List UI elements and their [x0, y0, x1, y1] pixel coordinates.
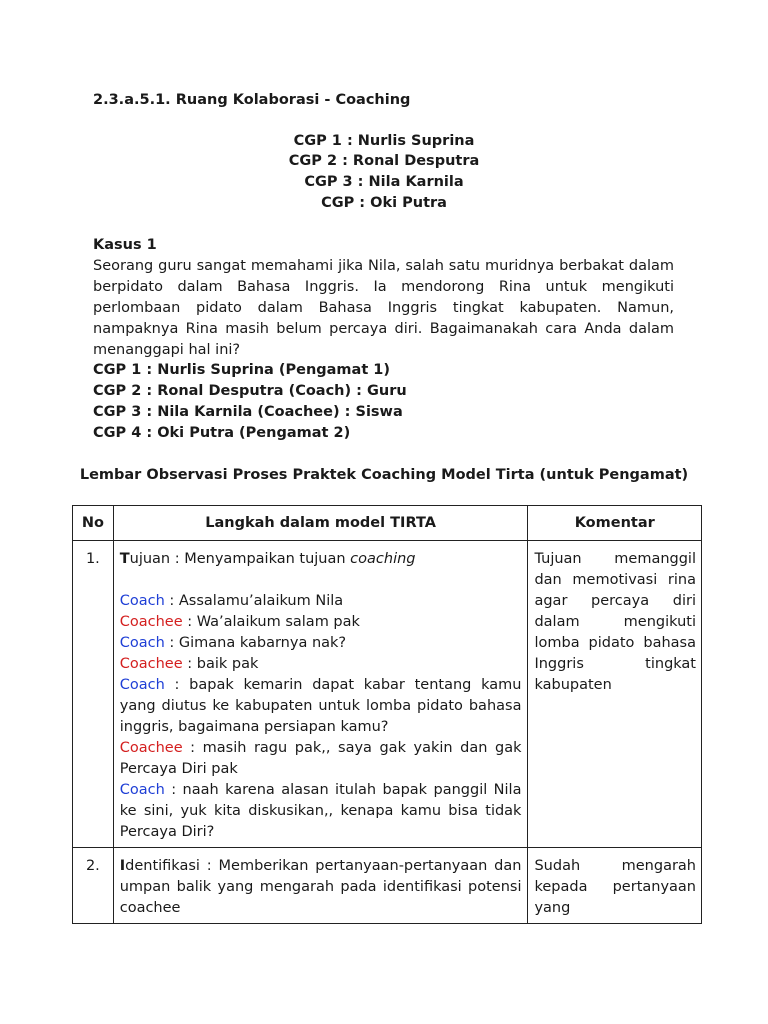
dialog-line: Coach : naah karena alasan itulah bapak panggil Nila ke sini, yuk kita diskusikan,, kenapa kamu bisa tidak Percaya Diri?	[119, 782, 522, 840]
cgp-item-1: CGP 1 : Nurlis Suprina	[293, 133, 475, 149]
role-3: CGP 3 : Nila Karnila (Coachee) : Siswa	[93, 404, 403, 420]
dialog-line: Coachee : baik pak	[119, 656, 259, 672]
case-title: Kasus 1	[93, 237, 157, 253]
row2-no: 2.	[73, 848, 114, 924]
row2-step: Identifikasi : Memberikan pertanyaan-pertanyaan dan umpan balik yang mengarah pada identifikasi potensi coachee	[113, 848, 528, 924]
cgp-item-4: CGP : Oki Putra	[321, 195, 447, 211]
table-header-row	[73, 506, 702, 541]
row1-step-title: Tujuan : Menyampaikan tujuan coaching	[119, 551, 416, 567]
row1-comment: Tujuan memanggil dan memotivasi rina agar percaya diri dalam mengikuti lomba pidato bahasa Inggris tingkat kabupaten	[528, 541, 702, 848]
case-text: Seorang guru sangat memahami jika Nila, salah satu muridnya berbakat dalam berpidato dalam Bahasa Inggris. Ia mendorong Rina untuk mengikuti perlombaan pidato dalam Bahasa Inggris tingkat kabupaten. Namun, nampaknya Rina masih belum percaya diri. Bagaimanakah cara Anda dalam menanggapi hal ini?	[93, 258, 674, 358]
cgp-item-3: CGP 3 : Nila Karnila	[304, 174, 464, 190]
header-no: No	[73, 506, 114, 541]
row2-comment: Sudah mengarah kepada pertanyaan yang	[528, 848, 702, 924]
row1-no: 1.	[73, 541, 114, 848]
observation-table	[72, 505, 702, 924]
cgp-item-2: CGP 2 : Ronal Desputra	[288, 153, 480, 169]
dialog-line: Coach : Assalamu’alaikum Nila	[119, 593, 344, 609]
dialog-line: Coach : bapak kemarin dapat kabar tentang kamu yang diutus ke kabupaten untuk lomba pidato bahasa inggris, bagaimana persiapan kamu?	[119, 677, 522, 735]
table-row	[73, 848, 702, 924]
dialog-line: Coachee : Wa’alaikum salam pak	[119, 614, 360, 630]
table-row	[73, 541, 702, 848]
observation-sheet-title: Lembar Observasi Proses Praktek Coaching Model Tirta (untuk Pengamat)	[79, 467, 689, 483]
role-4: CGP 4 : Oki Putra (Pengamat 2)	[93, 425, 351, 441]
row1-step	[113, 541, 528, 848]
role-1: CGP 1 : Nurlis Suprina (Pengamat 1)	[93, 362, 391, 378]
section-heading: 2.3.a.5.1. Ruang Kolaborasi - Coaching	[93, 92, 411, 108]
header-comment: Komentar	[528, 506, 702, 541]
header-step: Langkah dalam model TIRTA	[113, 506, 528, 541]
dialog-line: Coachee : masih ragu pak,, saya gak yakin dan gak Percaya Diri pak	[119, 740, 522, 777]
dialog-line: Coach : Gimana kabarnya nak?	[119, 635, 347, 651]
role-2: CGP 2 : Ronal Desputra (Coach) : Guru	[93, 383, 407, 399]
